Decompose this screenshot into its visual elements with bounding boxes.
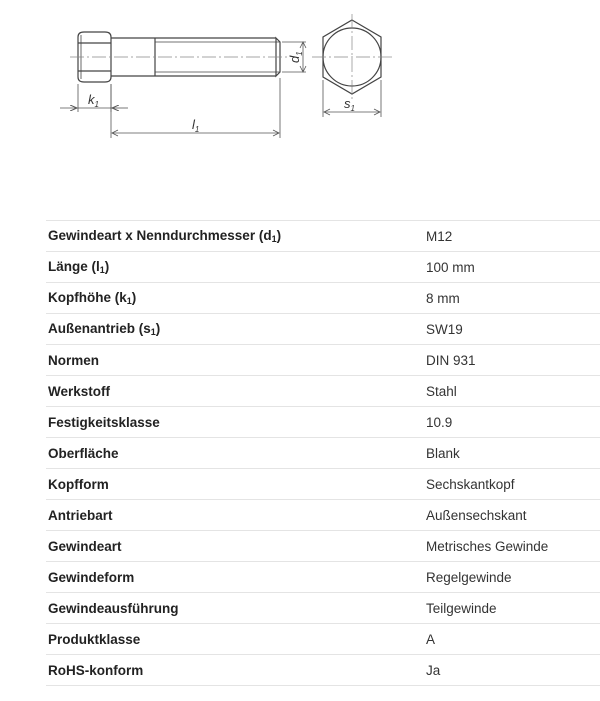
spec-value: 8 mm (426, 290, 460, 306)
specs-table-body (46, 221, 600, 686)
spec-label-text: Normen (48, 352, 100, 368)
spec-label (46, 438, 424, 469)
spec-row (46, 593, 600, 624)
spec-value: Blank (426, 445, 460, 461)
spec-label-subscript: 1 (150, 327, 156, 337)
dimension-label-l1: $l_1$ (192, 117, 200, 134)
spec-label-text: Gewindeart (48, 538, 122, 554)
spec-label-end: ) (104, 259, 110, 274)
spec-label (46, 345, 424, 376)
spec-row (46, 221, 600, 252)
spec-value: Teilgewinde (426, 600, 497, 616)
spec-label-end: ) (131, 290, 137, 305)
spec-label-text: Gewindeform (48, 569, 135, 585)
spec-row (46, 562, 600, 593)
bolt-drawing-svg (0, 0, 600, 200)
spec-row (46, 624, 600, 655)
spec-label (46, 655, 424, 686)
spec-value: Regelgewinde (426, 569, 512, 585)
spec-value: DIN 931 (426, 352, 476, 368)
spec-label (46, 376, 424, 407)
spec-row (46, 655, 600, 686)
spec-label-text: Oberfläche (48, 445, 119, 461)
spec-row (46, 314, 600, 345)
spec-label-text: Festigkeitsklasse (48, 414, 160, 430)
spec-row (46, 252, 600, 283)
spec-value: Ja (426, 662, 441, 678)
spec-value: 10.9 (426, 414, 453, 430)
spec-label-end: ) (276, 228, 282, 243)
spec-row (46, 500, 600, 531)
dimension-label-s1: $s_1$ (344, 96, 355, 113)
spec-value: 100 mm (426, 259, 475, 275)
spec-value: Sechskantkopf (426, 476, 515, 492)
spec-label (46, 221, 424, 252)
spec-label-text: Werkstoff (48, 383, 111, 399)
bolt-technical-drawing (0, 0, 600, 200)
spec-value: M12 (426, 228, 453, 244)
spec-value: SW19 (426, 321, 463, 337)
spec-label (46, 562, 424, 593)
spec-label-subscript: 1 (99, 265, 105, 275)
spec-label-text: Länge (l (48, 259, 100, 274)
spec-label (46, 283, 424, 314)
specs-table (46, 220, 600, 686)
spec-label (46, 500, 424, 531)
spec-row (46, 407, 600, 438)
spec-label-text: Außenantrieb (s (48, 321, 151, 336)
spec-label (46, 252, 424, 283)
dimension-label-d1: $d_1$ (287, 51, 304, 63)
spec-label (46, 531, 424, 562)
spec-value: A (426, 631, 436, 647)
spec-label-text: Antriebart (48, 507, 113, 523)
spec-label-text: Kopfhöhe (k (48, 290, 127, 305)
spec-label-text: Gewindeausführung (48, 600, 179, 616)
spec-label-text: RoHS-konform (48, 662, 144, 678)
spec-label (46, 314, 424, 345)
dimension-label-k1: $k_1$ (88, 92, 99, 109)
spec-row (46, 376, 600, 407)
spec-row (46, 438, 600, 469)
spec-value: Stahl (426, 383, 457, 399)
spec-label-subscript: 1 (126, 296, 132, 306)
spec-row (46, 345, 600, 376)
spec-value: Metrisches Gewinde (426, 538, 549, 554)
spec-label-text: Kopfform (48, 476, 109, 492)
spec-label-text: Gewindeart x Nenndurchmesser (d (48, 228, 272, 243)
spec-value: Außensechskant (426, 507, 527, 523)
spec-label-subscript: 1 (271, 234, 277, 244)
bolt-head-end-view (312, 14, 392, 100)
spec-label (46, 469, 424, 500)
spec-label-end: ) (155, 321, 161, 336)
spec-row (46, 531, 600, 562)
spec-label (46, 624, 424, 655)
spec-row (46, 469, 600, 500)
spec-row (46, 283, 600, 314)
spec-label-text: Produktklasse (48, 631, 141, 647)
spec-label (46, 593, 424, 624)
spec-label (46, 407, 424, 438)
